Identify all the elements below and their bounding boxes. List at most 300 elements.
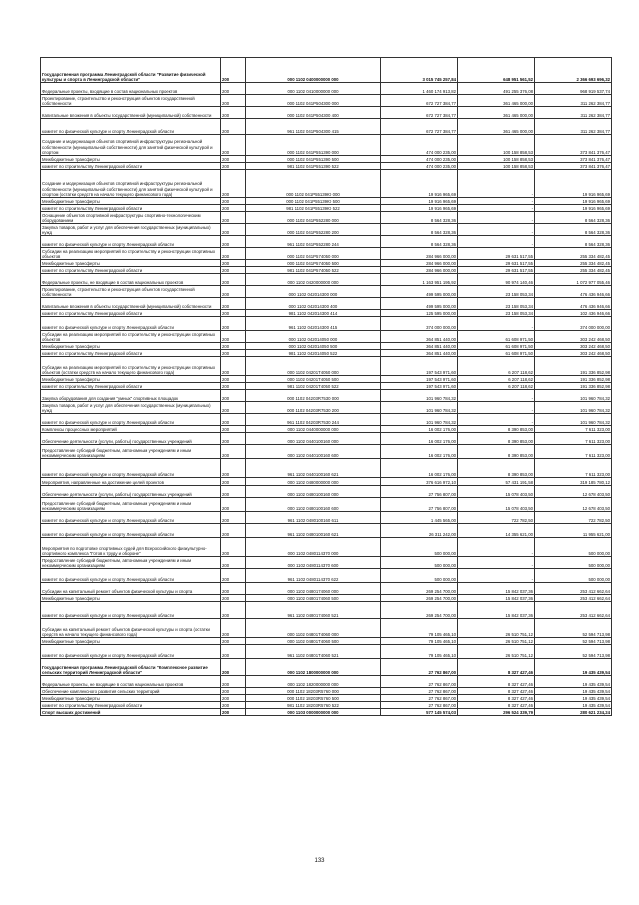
row-approved-cell: 79 105 465,10 [381, 645, 458, 659]
row-executed-cell: 15 078 403,50 [458, 498, 535, 512]
row-unexecuted-cell: 52 594 713,98 [535, 638, 612, 645]
row-line-code-cell: 200 [221, 95, 246, 107]
row-executed-cell: 8 327 427,46 [458, 695, 535, 702]
row-name-cell: комитет по строительству Ленинградской области [41, 702, 221, 709]
table-row [41, 83, 612, 95]
table-row [41, 376, 612, 383]
row-name-cell: Субсидии на реализацию мероприятий по строительству и реконструкции спортивных объектов (остатки средств на начало текущего финансового года) [41, 357, 221, 376]
row-executed-cell: - [458, 224, 535, 236]
row-budget-code-cell: 000 1102 041P55139Ю 000 [246, 170, 381, 198]
row-line-code-cell: 200 [221, 317, 246, 331]
row-name-cell: Межбюджетные трансферты [41, 638, 221, 645]
row-name-cell: Обеспечение деятельности (услуги, работы) государственных учреждений [41, 486, 221, 498]
row-unexecuted-cell: 102 436 946,66 [535, 310, 612, 317]
row-name-cell: Государственная программа Ленинградской области "Комплексное развитие сельских территорий Ленинградской области" [41, 659, 221, 676]
table-row [41, 390, 612, 402]
row-name-cell: Межбюджетные трансферты [41, 595, 221, 602]
row-approved-cell: 16 002 176,00 [381, 459, 458, 478]
row-name-cell: Мероприятия, направленные на достижение целей проектов [41, 478, 221, 486]
row-name-cell: Капитальные вложения в объекты государственной (муниципальной) собственности [41, 107, 221, 119]
row-budget-code-cell: 000 1102 0420000000 000 [246, 274, 381, 286]
row-approved-cell: 474 000 235,00 [381, 156, 458, 163]
row-budget-code-cell: 000 1102 042014300 400 [246, 298, 381, 310]
row-executed-cell: - [458, 205, 535, 212]
row-approved-cell: 101 960 784,32 [381, 402, 458, 414]
row-budget-code-cell: 000 1102 041P574050 500 [246, 260, 381, 267]
row-name-cell: Предоставление субсидий бюджетным, автономным учреждениям и иным некоммерческим организациям [41, 445, 221, 459]
row-unexecuted-cell: 500 000,00 [535, 569, 612, 583]
row-budget-code-cell: 000 1102 041P504300 000 [246, 95, 381, 107]
row-approved-cell: 125 595 000,00 [381, 310, 458, 317]
row-executed-cell: 6 207 118,62 [458, 376, 535, 383]
row-line-code-cell: 200 [221, 478, 246, 486]
row-executed-cell: 26 510 751,12 [458, 619, 535, 638]
table-row [41, 260, 612, 267]
row-executed-cell: 100 158 858,53 [458, 163, 535, 170]
row-unexecuted-cell: 303 242 468,50 [535, 331, 612, 343]
budget-table [40, 57, 612, 716]
row-line-code-cell: 200 [221, 688, 246, 695]
row-budget-code-cell: 000 1102 1820000000 000 [246, 676, 381, 688]
row-approved-cell: 16 002 176,00 [381, 445, 458, 459]
row-line-code-cell: 200 [221, 170, 246, 198]
row-name-cell: комитет по физической культуре и спорту Ленинградской области [41, 645, 221, 659]
table-row [41, 331, 612, 343]
row-line-code-cell: 200 [221, 538, 246, 557]
row-line-code-cell: 200 [221, 286, 246, 298]
row-executed-cell: - [458, 557, 535, 569]
row-budget-code-cell: 000 1102 0410000000 000 [246, 83, 381, 95]
row-unexecuted-cell: 52 594 713,98 [535, 619, 612, 638]
table-row [41, 478, 612, 486]
row-budget-code-cell: 000 1102 1800000000 000 [246, 659, 381, 676]
row-name-cell: Межбюджетные трансферты [41, 695, 221, 702]
row-approved-cell: 672 727 384,77 [381, 119, 458, 135]
row-line-code-cell: 200 [221, 702, 246, 709]
row-unexecuted-cell: 7 611 323,00 [535, 433, 612, 445]
row-unexecuted-cell: 19 435 439,54 [535, 695, 612, 702]
row-unexecuted-cell: 19 435 439,54 [535, 688, 612, 695]
row-budget-code-cell: 000 1102 041P551390 500 [246, 156, 381, 163]
row-budget-code-cell: 981 1102 042014050 522 [246, 350, 381, 357]
row-line-code-cell: 200 [221, 390, 246, 402]
row-unexecuted-cell: 101 960 784,32 [535, 414, 612, 426]
row-approved-cell: 269 254 700,00 [381, 595, 458, 602]
row-approved-cell: 1 163 951 195,92 [381, 274, 458, 286]
table-row [41, 433, 612, 445]
row-executed-cell: - [458, 170, 535, 198]
table-row [41, 414, 612, 426]
row-unexecuted-cell: 311 262 384,77 [535, 107, 612, 119]
row-unexecuted-cell: 8 564 328,36 [535, 212, 612, 224]
table-row [41, 583, 612, 595]
row-budget-code-cell: 961 1102 0480100160 621 [246, 524, 381, 538]
row-line-code-cell: 200 [221, 486, 246, 498]
row-unexecuted-cell: 255 334 482,45 [535, 267, 612, 274]
row-unexecuted-cell: 303 242 468,50 [535, 350, 612, 357]
table-row [41, 156, 612, 163]
row-approved-cell: 1 460 174 913,82 [381, 83, 458, 95]
row-approved-cell: 27 762 867,00 [381, 659, 458, 676]
row-name-cell: Федеральные проекты, входящие в состав национальных проектов [41, 83, 221, 95]
row-name-cell: комитет по физической культуре и спорту Ленинградской области [41, 317, 221, 331]
row-name-cell: Капитальные вложения в объекты государственной (муниципальной) собственности [41, 298, 221, 310]
row-unexecuted-cell: 191 336 852,98 [535, 376, 612, 383]
row-executed-cell: 8 327 427,46 [458, 676, 535, 688]
row-line-code-cell: 200 [221, 459, 246, 478]
row-line-code-cell: 200 [221, 310, 246, 317]
row-line-code-cell: 200 [221, 659, 246, 676]
row-executed-cell: 14 355 621,00 [458, 524, 535, 538]
table-row [41, 236, 612, 248]
row-unexecuted-cell: 8 564 328,36 [535, 224, 612, 236]
row-approved-cell: 284 966 000,00 [381, 248, 458, 260]
row-approved-cell: 27 762 867,00 [381, 676, 458, 688]
row-executed-cell: 100 158 858,53 [458, 135, 535, 156]
row-budget-code-cell: 000 1102 0440100160 000 [246, 433, 381, 445]
row-line-code-cell: 200 [221, 205, 246, 212]
row-unexecuted-cell: 253 412 662,64 [535, 602, 612, 619]
row-approved-cell: 3 015 745 257,84 [381, 58, 458, 83]
row-line-code-cell: 200 [221, 595, 246, 602]
table-row [41, 619, 612, 638]
row-name-cell: Межбюджетные трансферты [41, 376, 221, 383]
row-approved-cell: 1 445 565,00 [381, 512, 458, 524]
row-line-code-cell: 200 [221, 212, 246, 224]
row-approved-cell: 500 000,00 [381, 557, 458, 569]
row-approved-cell: 19 916 965,69 [381, 205, 458, 212]
row-budget-code-cell: 981 1102 041P55139Ю 522 [246, 205, 381, 212]
row-budget-code-cell: 981 1102 042014300 414 [246, 310, 381, 317]
row-executed-cell: - [458, 212, 535, 224]
row-approved-cell: 79 105 465,10 [381, 619, 458, 638]
row-executed-cell: 29 631 517,55 [458, 248, 535, 260]
row-budget-code-cell: 961 1102 041P552280 244 [246, 236, 381, 248]
row-approved-cell: 284 966 000,00 [381, 267, 458, 274]
row-name-cell: комитет по физической культуре и спорту Ленинградской области [41, 602, 221, 619]
row-unexecuted-cell: 19 435 439,54 [535, 676, 612, 688]
table-row [41, 512, 612, 524]
row-line-code-cell: 200 [221, 107, 246, 119]
row-line-code-cell: 200 [221, 135, 246, 156]
row-executed-cell: 23 158 053,34 [458, 298, 535, 310]
row-line-code-cell: 200 [221, 224, 246, 236]
row-unexecuted-cell: 303 242 468,50 [535, 343, 612, 350]
row-name-cell: Субсидии на капитальный ремонт объектов физической культуры и спорта (остатки средств на начало текущего финансового года) [41, 619, 221, 638]
table-row [41, 350, 612, 357]
row-line-code-cell: 200 [221, 383, 246, 390]
row-name-cell: комитет по строительству Ленинградской области [41, 383, 221, 390]
table-row [41, 58, 612, 83]
row-budget-code-cell: 000 1102 04201Т4050 000 [246, 357, 381, 376]
row-approved-cell: 8 564 328,36 [381, 236, 458, 248]
row-executed-cell: 648 951 561,52 [458, 58, 535, 83]
row-unexecuted-cell: 968 919 537,74 [535, 83, 612, 95]
table-row [41, 602, 612, 619]
row-approved-cell: 364 851 440,00 [381, 331, 458, 343]
row-line-code-cell: 200 [221, 156, 246, 163]
row-unexecuted-cell: 253 412 662,64 [535, 595, 612, 602]
row-approved-cell: 500 000,00 [381, 538, 458, 557]
row-budget-code-cell: 000 1102 0480100160 000 [246, 486, 381, 498]
table-row [41, 357, 612, 376]
row-approved-cell: 499 595 000,00 [381, 286, 458, 298]
row-executed-cell: - [458, 236, 535, 248]
row-unexecuted-cell: 8 564 328,36 [535, 236, 612, 248]
table-row [41, 486, 612, 498]
row-line-code-cell: 200 [221, 445, 246, 459]
row-unexecuted-cell: 311 262 384,77 [535, 95, 612, 107]
row-unexecuted-cell: 12 678 403,50 [535, 486, 612, 498]
row-unexecuted-cell: 19 916 965,69 [535, 198, 612, 205]
row-executed-cell: 8 390 853,00 [458, 433, 535, 445]
row-unexecuted-cell: 255 334 482,45 [535, 248, 612, 260]
row-unexecuted-cell: 373 841 376,47 [535, 135, 612, 156]
table-row [41, 645, 612, 659]
row-name-cell: комитет по физической культуре и спорту Ленинградской области [41, 512, 221, 524]
row-budget-code-cell: 000 1102 18203R5760 000 [246, 688, 381, 695]
table-row [41, 709, 612, 716]
row-unexecuted-cell: 253 412 662,64 [535, 583, 612, 595]
row-unexecuted-cell: 374 000 000,00 [535, 317, 612, 331]
row-name-cell: Предоставление субсидий бюджетным, автономным учреждениям и иным некоммерческим организациям [41, 498, 221, 512]
table-row [41, 695, 612, 702]
row-executed-cell: 29 631 517,55 [458, 260, 535, 267]
row-approved-cell: 79 105 465,10 [381, 638, 458, 645]
row-line-code-cell: 200 [221, 676, 246, 688]
row-budget-code-cell: 000 1102 04801Т4060 500 [246, 638, 381, 645]
row-budget-code-cell: 961 1102 0480100160 611 [246, 512, 381, 524]
row-approved-cell: 577 145 574,03 [381, 709, 458, 716]
table-row [41, 498, 612, 512]
row-approved-cell: 376 616 972,10 [381, 478, 458, 486]
row-name-cell: Межбюджетные трансферты [41, 343, 221, 350]
row-budget-code-cell: 000 1102 04203R7530 200 [246, 402, 381, 414]
row-line-code-cell: 200 [221, 402, 246, 414]
row-name-cell: комитет по физической культуре и спорту Ленинградской области [41, 236, 221, 248]
row-name-cell: Создание и модернизация объектов спортивной инфраструктуры региональной собственности (муниципальной собственности) для занятий физической культурой и спортом [41, 135, 221, 156]
row-line-code-cell: 200 [221, 619, 246, 638]
row-approved-cell: 269 254 700,00 [381, 583, 458, 595]
table-row [41, 95, 612, 107]
row-approved-cell: 474 000 235,00 [381, 163, 458, 170]
row-name-cell: Закупка оборудования для создания "умных" спортивных площадок [41, 390, 221, 402]
row-budget-code-cell: 000 1102 041P552280 200 [246, 224, 381, 236]
row-name-cell: Проектирование, строительство и реконструкция объектов государственной собственности [41, 95, 221, 107]
row-executed-cell: 23 158 053,34 [458, 310, 535, 317]
row-name-cell: комитет по строительству Ленинградской области [41, 350, 221, 357]
row-name-cell: Закупка товаров, работ и услуг для обеспечения государственных (муниципальных) нужд [41, 402, 221, 414]
table-row [41, 557, 612, 569]
row-executed-cell: 8 390 853,00 [458, 445, 535, 459]
row-line-code-cell: 200 [221, 376, 246, 383]
row-budget-code-cell: 961 1102 04801Т4060 521 [246, 645, 381, 659]
row-budget-code-cell: 000 1102 041P55139Ю 500 [246, 198, 381, 205]
row-budget-code-cell: 000 1102 18203R5760 500 [246, 695, 381, 702]
row-unexecuted-cell: 319 185 780,12 [535, 478, 612, 486]
row-executed-cell: 6 207 118,62 [458, 357, 535, 376]
row-budget-code-cell: 000 1102 041P551390 000 [246, 135, 381, 156]
row-name-cell: Обеспечение комплексного развития сельских территорий [41, 688, 221, 695]
row-line-code-cell: 200 [221, 267, 246, 274]
row-executed-cell: 491 255 376,08 [458, 83, 535, 95]
row-budget-code-cell: 000 1102 0480174060 500 [246, 595, 381, 602]
row-executed-cell: 361 465 000,00 [458, 119, 535, 135]
row-executed-cell: 61 608 971,50 [458, 343, 535, 350]
row-line-code-cell: 200 [221, 236, 246, 248]
row-budget-code-cell: 000 1102 042014300 000 [246, 286, 381, 298]
table-row [41, 402, 612, 414]
row-executed-cell: 15 842 037,36 [458, 583, 535, 595]
row-approved-cell: 101 960 784,32 [381, 390, 458, 402]
table-row [41, 676, 612, 688]
row-budget-code-cell: 961 1102 042014300 415 [246, 317, 381, 331]
row-unexecuted-cell: 191 336 852,98 [535, 383, 612, 390]
row-line-code-cell: 200 [221, 58, 246, 83]
row-budget-code-cell: 000 1102 041P504300 400 [246, 107, 381, 119]
table-row [41, 343, 612, 350]
row-approved-cell: 27 762 867,00 [381, 702, 458, 709]
row-executed-cell: 296 524 339,79 [458, 709, 535, 716]
row-budget-code-cell: 000 1102 0480100160 600 [246, 498, 381, 512]
row-name-cell: Предоставление субсидий бюджетным, автономным учреждениям и иным некоммерческим организациям [41, 557, 221, 569]
row-executed-cell: - [458, 390, 535, 402]
row-line-code-cell: 200 [221, 350, 246, 357]
table-row [41, 638, 612, 645]
row-approved-cell: 8 564 328,36 [381, 212, 458, 224]
row-approved-cell: 19 916 965,69 [381, 198, 458, 205]
row-approved-cell: 364 851 440,00 [381, 350, 458, 357]
row-approved-cell: 16 002 176,00 [381, 426, 458, 433]
row-name-cell: Субсидии на реализацию мероприятий по строительству и реконструкции спортивных объектов [41, 331, 221, 343]
table-row [41, 459, 612, 478]
row-name-cell: Создание и модернизация объектов спортивной инфраструктуры региональной собственности (муниципальной собственности) для занятий физической культурой и спортом (остатки средств на начало текущего финансового года) [41, 170, 221, 198]
row-executed-cell: 26 510 751,12 [458, 638, 535, 645]
page-number: 133 [314, 858, 325, 864]
row-executed-cell: - [458, 198, 535, 205]
row-approved-cell: 8 564 328,36 [381, 224, 458, 236]
row-executed-cell: 29 631 517,55 [458, 267, 535, 274]
table-row [41, 317, 612, 331]
row-executed-cell: 23 158 053,34 [458, 286, 535, 298]
row-name-cell: Межбюджетные трансферты [41, 260, 221, 267]
row-name-cell: комитет по физической культуре и спорту Ленинградской области [41, 524, 221, 538]
row-budget-code-cell: 000 1102 041P552280 000 [246, 212, 381, 224]
row-approved-cell: 27 756 807,00 [381, 486, 458, 498]
row-approved-cell: 672 727 384,77 [381, 107, 458, 119]
row-budget-code-cell: 981 1102 041P551390 522 [246, 163, 381, 170]
row-approved-cell: 374 000 000,00 [381, 317, 458, 331]
row-line-code-cell: 200 [221, 198, 246, 205]
row-unexecuted-cell: 722 782,50 [535, 512, 612, 524]
row-line-code-cell: 200 [221, 512, 246, 524]
row-budget-code-cell: 000 1102 04801Т4060 000 [246, 619, 381, 638]
row-line-code-cell: 200 [221, 343, 246, 350]
table-row [41, 659, 612, 676]
row-unexecuted-cell: 500 000,00 [535, 557, 612, 569]
row-line-code-cell: 200 [221, 569, 246, 583]
row-name-cell: комитет по строительству Ленинградской области [41, 205, 221, 212]
table-row [41, 107, 612, 119]
row-unexecuted-cell: 19 916 965,69 [535, 170, 612, 198]
row-budget-code-cell: 000 1102 0480000000 000 [246, 478, 381, 486]
row-line-code-cell: 200 [221, 645, 246, 659]
row-name-cell: Обеспечение деятельности (услуги, работы) государственных учреждений [41, 433, 221, 445]
row-unexecuted-cell: 476 436 946,66 [535, 298, 612, 310]
row-unexecuted-cell: 11 955 621,00 [535, 524, 612, 538]
row-line-code-cell: 200 [221, 524, 246, 538]
row-unexecuted-cell: 7 611 323,00 [535, 459, 612, 478]
row-budget-code-cell: 000 1102 0480114370 600 [246, 557, 381, 569]
table-row [41, 310, 612, 317]
row-executed-cell: - [458, 317, 535, 331]
row-name-cell: комитет по строительству Ленинградской области [41, 267, 221, 274]
row-line-code-cell: 200 [221, 638, 246, 645]
row-name-cell: Закупка товаров, работ и услуг для обеспечения государственных (муниципальных) нужд [41, 224, 221, 236]
table-row [41, 524, 612, 538]
row-approved-cell: 26 311 242,00 [381, 524, 458, 538]
row-approved-cell: 364 851 440,00 [381, 343, 458, 350]
row-approved-cell: 284 966 000,00 [381, 260, 458, 267]
row-budget-code-cell: 000 1102 0440000000 000 [246, 426, 381, 433]
row-line-code-cell: 200 [221, 433, 246, 445]
table-row [41, 426, 612, 433]
row-name-cell: комитет по физической культуре и спорту Ленинградской области [41, 414, 221, 426]
row-unexecuted-cell: 101 960 784,32 [535, 402, 612, 414]
table-row [41, 135, 612, 156]
row-executed-cell: 8 327 427,46 [458, 659, 535, 676]
row-approved-cell: 19 916 965,69 [381, 170, 458, 198]
table-row [41, 163, 612, 170]
row-name-cell: комитет по строительству Ленинградской области [41, 310, 221, 317]
row-line-code-cell: 200 [221, 163, 246, 170]
table-row [41, 274, 612, 286]
row-approved-cell: 499 595 000,00 [381, 298, 458, 310]
table-row [41, 538, 612, 557]
row-line-code-cell: 200 [221, 426, 246, 433]
table-row [41, 445, 612, 459]
row-line-code-cell: 200 [221, 83, 246, 95]
row-budget-code-cell: 000 1102 0480174060 000 [246, 583, 381, 595]
row-name-cell: комитет по физической культуре и спорту Ленинградской области [41, 119, 221, 135]
table-row [41, 248, 612, 260]
table-row [41, 383, 612, 390]
row-executed-cell: 8 327 427,46 [458, 688, 535, 695]
row-executed-cell: - [458, 402, 535, 414]
row-budget-code-cell: 000 1102 042014050 500 [246, 343, 381, 350]
row-executed-cell: - [458, 538, 535, 557]
row-approved-cell: 474 000 235,00 [381, 135, 458, 156]
row-unexecuted-cell: 12 678 403,50 [535, 498, 612, 512]
row-approved-cell: 27 762 867,00 [381, 695, 458, 702]
row-unexecuted-cell: 7 611 323,00 [535, 445, 612, 459]
table-row [41, 569, 612, 583]
row-executed-cell: 8 390 853,00 [458, 459, 535, 478]
row-budget-code-cell: 961 1102 0480114370 622 [246, 569, 381, 583]
row-line-code-cell: 200 [221, 602, 246, 619]
row-executed-cell: 61 608 971,50 [458, 350, 535, 357]
table-row [41, 198, 612, 205]
row-name-cell: Оснащение объектов спортивной инфраструктуры спортивно-технологическим оборудованием [41, 212, 221, 224]
row-approved-cell: 197 543 971,60 [381, 376, 458, 383]
row-budget-code-cell: 961 1102 04203R7530 244 [246, 414, 381, 426]
row-line-code-cell: 200 [221, 709, 246, 716]
row-name-cell: комитет по строительству Ленинградской области [41, 163, 221, 170]
row-budget-code-cell: 000 1102 04203R7530 000 [246, 390, 381, 402]
row-executed-cell: 15 842 037,36 [458, 595, 535, 602]
row-unexecuted-cell: 19 435 439,54 [535, 702, 612, 709]
row-unexecuted-cell: 19 435 439,54 [535, 659, 612, 676]
